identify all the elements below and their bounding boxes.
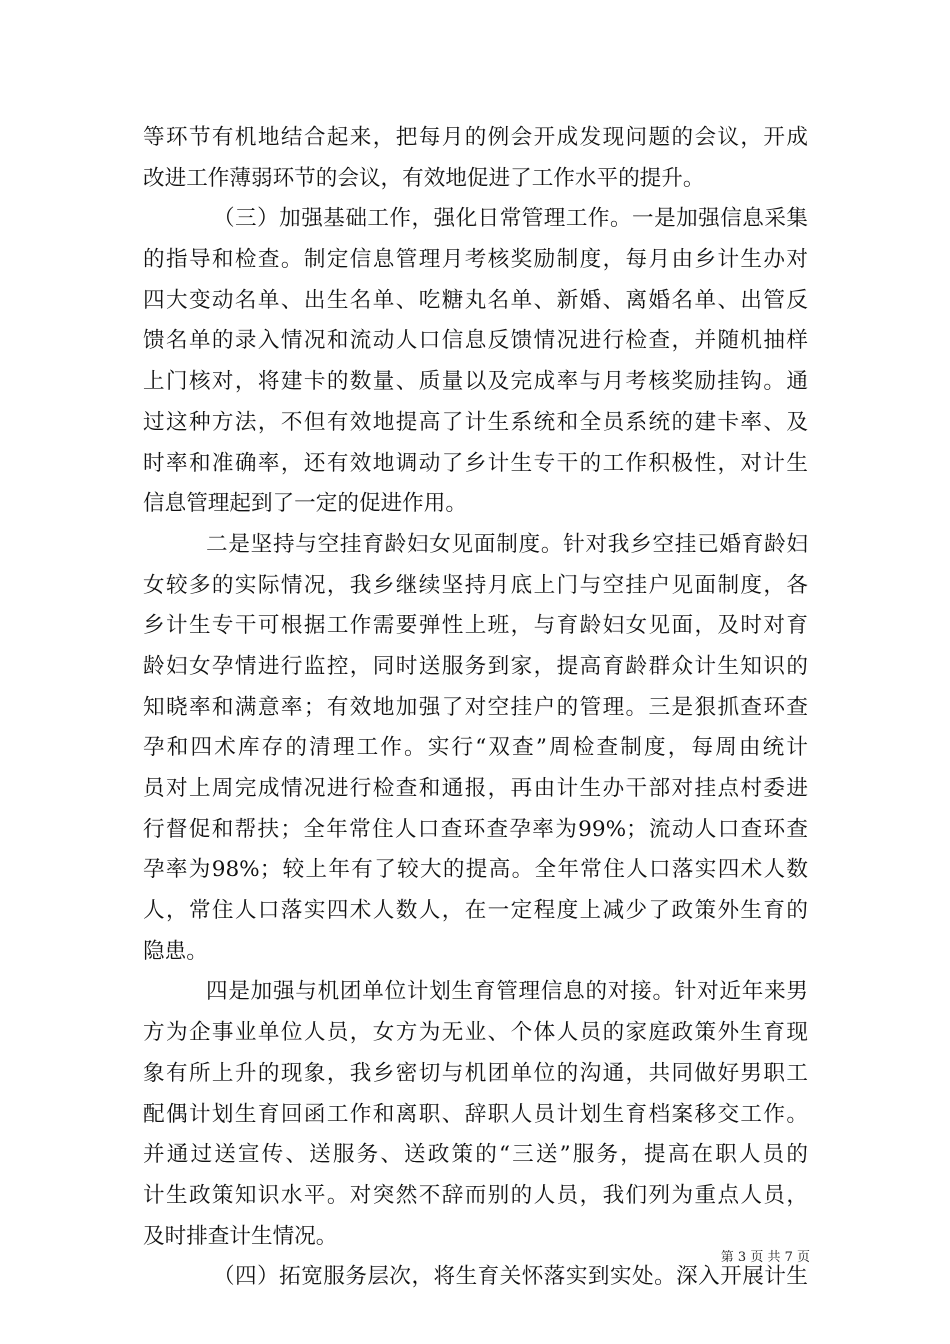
- text-line: 象有所上升的现象，我乡密切与机团单位的沟通，共同做好男职工: [143, 1060, 808, 1086]
- section-heading-line: （三）加强基础工作，强化日常管理工作。一是加强信息采集: [213, 206, 808, 232]
- text-line: 上门核对，将建卡的数量、质量以及完成率与月考核奖励挂钩。通: [143, 369, 808, 395]
- text-line: 配偶计划生育回函工作和离职、辞职人员计划生育档案移交工作。: [143, 1101, 808, 1127]
- text-line: 孕和四术库存的清理工作。实行“双查”周检查制度，每周由统计: [143, 735, 808, 761]
- text-line: 时率和准确率，还有效地调动了乡计生专干的工作积极性，对计生: [143, 450, 808, 476]
- document-body: [143, 118, 808, 1298]
- paragraph-start-line: 二是坚持与空挂育龄妇女见面制度。针对我乡空挂已婚育龄妇: [206, 531, 808, 557]
- text-line: 员对上周完成情况进行检查和通报，再由计生办干部对挂点村委进: [143, 776, 808, 801]
- text-line: 及时排查计生情况。: [143, 1223, 338, 1249]
- paragraph-start-line: 四是加强与机团单位计划生育管理信息的对接。针对近年来男: [206, 979, 808, 1005]
- text-line: 等环节有机地结合起来，把每月的例会开成发现问题的会议，开成: [143, 125, 808, 150]
- text-line: 女较多的实际情况，我乡继续坚持月底上门与空挂户见面制度，各: [143, 572, 808, 598]
- text-line: 信息管理起到了一定的促进作用。: [143, 491, 467, 517]
- text-line: 知晓率和满意率；有效地加强了对空挂户的管理。三是狠抓查环查: [143, 694, 808, 720]
- page-number-footer: 第 3 页 共 7 页: [720, 1250, 810, 1265]
- text-line: 方为企事业单位人员，女方为无业、个体人员的家庭政策外生育现: [143, 1020, 808, 1046]
- text-line: 馈名单的录入情况和流动人口信息反馈情况进行检查，并随机抽样: [143, 328, 808, 354]
- text-line: 计生政策知识水平。对突然不辞而别的人员，我们列为重点人员，: [143, 1182, 808, 1208]
- text-line: 人，常住人口落实四术人数人，在一定程度上减少了政策外生育的: [143, 898, 808, 924]
- text-line: 过这种方法，不但有效地提高了计生系统和全员系统的建卡率、及: [143, 409, 808, 435]
- text-line: 四大变动名单、出生名单、吃糖丸名单、新婚、离婚名单、出管反: [143, 287, 808, 313]
- text-line: 并通过送宣传、送服务、送政策的“三送”服务，提高在职人员的: [143, 1142, 808, 1168]
- text-line: 孕率为98%；较上年有了较大的提高。全年常住人口落实四术人数: [143, 857, 808, 883]
- section-heading-line: （四）拓宽服务层次，将生育关怀落实到实处。深入开展计生: [213, 1264, 808, 1290]
- text-line: 隐患。: [143, 938, 208, 964]
- text-line: 龄妇女孕情进行监控，同时送服务到家，提高育龄群众计生知识的: [143, 653, 808, 679]
- text-line: 改进工作薄弱环节的会议，有效地促进了工作水平的提升。: [143, 165, 705, 191]
- text-line: 行督促和帮扶；全年常住人口查环查孕率为99%；流动人口查环查: [143, 816, 808, 842]
- text-line: 乡计生专干可根据工作需要弹性上班，与育龄妇女见面，及时对育: [143, 613, 808, 639]
- text-line: 的指导和检查。制定信息管理月考核奖励制度，每月由乡计生办对: [143, 247, 808, 273]
